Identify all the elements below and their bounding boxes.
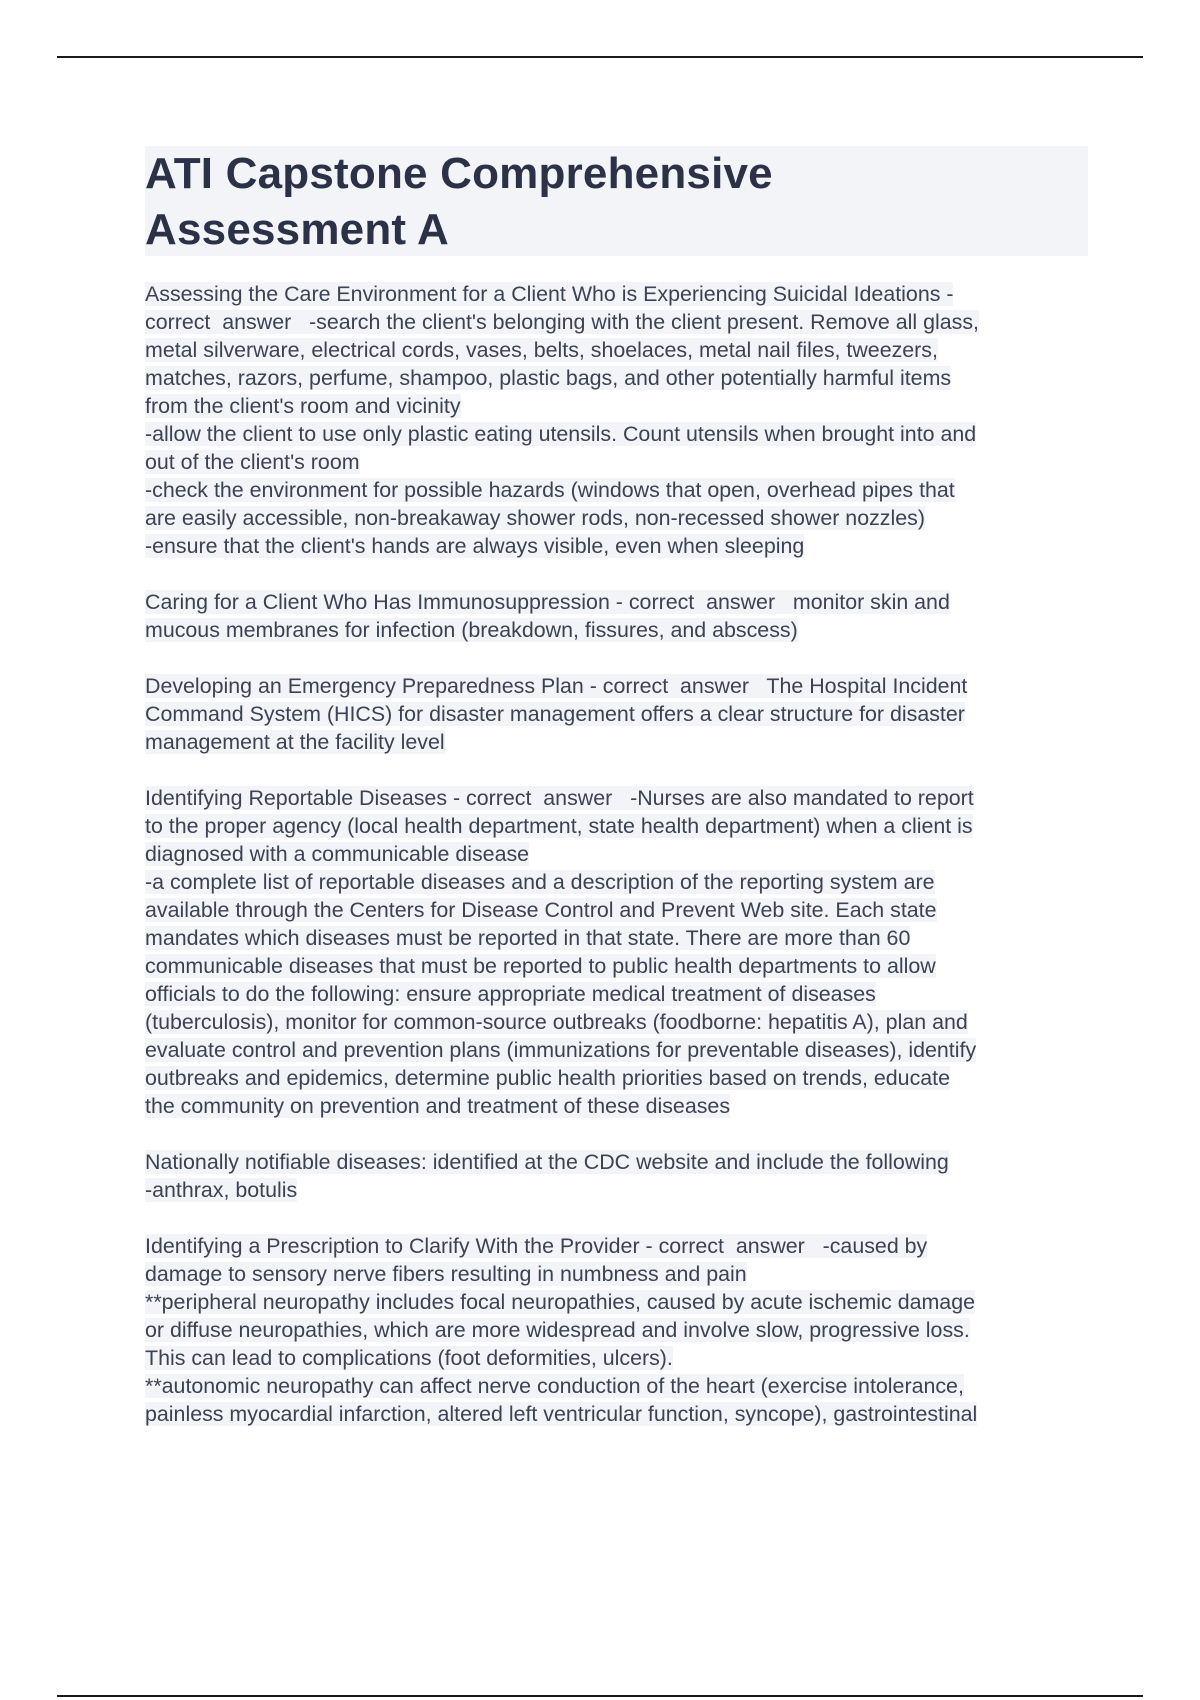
entry-text-line: [145, 448, 1088, 476]
entry-text: out of the client's room: [145, 450, 360, 474]
entry-text: -ensure that the client's hands are always visible, even when sleeping: [145, 534, 805, 558]
entry-text: mandates which diseases must be reported in that state. There are more than 60: [145, 926, 911, 950]
entry-text: to the proper agency (local health department, state health department) when a client is: [145, 814, 973, 838]
qa-entry: [145, 1232, 1088, 1428]
entry-text-line: [145, 812, 1088, 840]
entry-text-line: [145, 672, 1088, 700]
entry-text: officials to do the following: ensure appropriate medical treatment of diseases: [145, 982, 876, 1006]
entry-text: mucous membranes for infection (breakdown, fissures, and abscess): [145, 618, 798, 642]
entry-text-line: [145, 1036, 1088, 1064]
entry-text-line: [145, 896, 1088, 924]
entry-text-line: [145, 1232, 1088, 1260]
qa-entry: [145, 1148, 1088, 1204]
entry-text-line: [145, 588, 1088, 616]
entry-text-line: [145, 476, 1088, 504]
entry-text-line: [145, 952, 1088, 980]
entry-text: damage to sensory nerve fibers resulting in numbness and pain: [145, 1262, 747, 1286]
entry-text-line: [145, 728, 1088, 756]
entry-text-line: [145, 1344, 1088, 1372]
entry-text-line: [145, 504, 1088, 532]
entry-text-line: [145, 1260, 1088, 1288]
entry-text: -allow the client to use only plastic eating utensils. Count utensils when brought into and: [145, 422, 977, 446]
entry-text-line: [145, 1288, 1088, 1316]
entry-text: Command System (HICS) for disaster management offers a clear structure for disaster: [145, 702, 965, 726]
entry-text: are easily accessible, non-breakaway shower rods, non-recessed shower nozzles): [145, 506, 925, 530]
entry-text-line: [145, 1176, 1088, 1204]
entry-text: or diffuse neuropathies, which are more widespread and involve slow, progressive loss.: [145, 1318, 970, 1342]
entry-text: Caring for a Client Who Has Immunosuppression - correct answer monitor skin and: [145, 590, 950, 614]
qa-entry: [145, 784, 1088, 1120]
bottom-divider: [57, 1695, 1143, 1697]
entry-text: -anthrax, botulis: [145, 1178, 298, 1202]
title-line-2: Assessment A: [145, 205, 450, 254]
entry-text: This can lead to complications (foot deformities, ulcers).: [145, 1346, 673, 1370]
entry-text: -a complete list of reportable diseases and a description of the reporting system are: [145, 870, 935, 894]
entry-text-line: [145, 1092, 1088, 1120]
entry-text: communicable diseases that must be reported to public health departments to allow: [145, 954, 936, 978]
entry-text: from the client's room and vicinity: [145, 394, 461, 418]
entry-text-line: [145, 700, 1088, 728]
entry-text-line: [145, 336, 1088, 364]
qa-entries: [145, 280, 1088, 1428]
entry-text-line: [145, 784, 1088, 812]
title-line-1: ATI Capstone Comprehensive: [145, 149, 773, 198]
entry-text: Developing an Emergency Preparedness Plan - correct answer The Hospital Incident: [145, 674, 968, 698]
entry-text: metal silverware, electrical cords, vases, belts, shoelaces, metal nail files, tweezers,: [145, 338, 938, 362]
entry-text-line: [145, 280, 1088, 308]
entry-text-line: [145, 616, 1088, 644]
document-body: [145, 146, 1088, 1456]
entry-text-line: [145, 980, 1088, 1008]
entry-text: matches, razors, perfume, shampoo, plastic bags, and other potentially harmful items: [145, 366, 952, 390]
qa-entry: [145, 280, 1088, 560]
entry-text: the community on prevention and treatment of these diseases: [145, 1094, 731, 1118]
entry-text-line: [145, 308, 1088, 336]
entry-text-line: [145, 1148, 1088, 1176]
entry-text: management at the facility level: [145, 730, 445, 754]
entry-text: Nationally notifiable diseases: identified at the CDC website and include the following: [145, 1150, 949, 1174]
entry-text-line: [145, 1008, 1088, 1036]
entry-text: available through the Centers for Disease Control and Prevent Web site. Each state: [145, 898, 937, 922]
entry-text-line: [145, 924, 1088, 952]
entry-text-line: [145, 392, 1088, 420]
top-divider: [57, 56, 1143, 58]
entry-text: **peripheral neuropathy includes focal neuropathies, caused by acute ischemic damage: [145, 1290, 975, 1314]
entry-text: -check the environment for possible hazards (windows that open, overhead pipes that: [145, 478, 955, 502]
entry-text-line: [145, 1400, 1088, 1428]
entry-text: painless myocardial infarction, altered left ventricular function, syncope), gastrointestinal: [145, 1402, 978, 1426]
entry-text: correct answer -search the client's belonging with the client present. Remove all glass,: [145, 310, 979, 334]
entry-text: Assessing the Care Environment for a Client Who is Experiencing Suicidal Ideations -: [145, 282, 954, 306]
entry-text-line: [145, 420, 1088, 448]
entry-text-line: [145, 1064, 1088, 1092]
qa-entry: [145, 588, 1088, 644]
entry-text: Identifying Reportable Diseases - correct answer -Nurses are also mandated to report: [145, 786, 974, 810]
page-title: [145, 146, 1088, 258]
entry-text-line: [145, 840, 1088, 868]
entry-text-line: [145, 1372, 1088, 1400]
entry-text: **autonomic neuropathy can affect nerve conduction of the heart (exercise intolerance,: [145, 1374, 964, 1398]
entry-text-line: [145, 868, 1088, 896]
entry-text: outbreaks and epidemics, determine public health priorities based on trends, educate: [145, 1066, 951, 1090]
entry-text: diagnosed with a communicable disease: [145, 842, 530, 866]
entry-text: Identifying a Prescription to Clarify With the Provider - correct answer -caused by: [145, 1234, 928, 1258]
qa-entry: [145, 672, 1088, 756]
entry-text: (tuberculosis), monitor for common-source outbreaks (foodborne: hepatitis A), plan and: [145, 1010, 968, 1034]
entry-text-line: [145, 364, 1088, 392]
entry-text: evaluate control and prevention plans (immunizations for preventable diseases), identify: [145, 1038, 977, 1062]
entry-text-line: [145, 1316, 1088, 1344]
title-block: [145, 146, 1088, 256]
entry-text-line: [145, 532, 1088, 560]
